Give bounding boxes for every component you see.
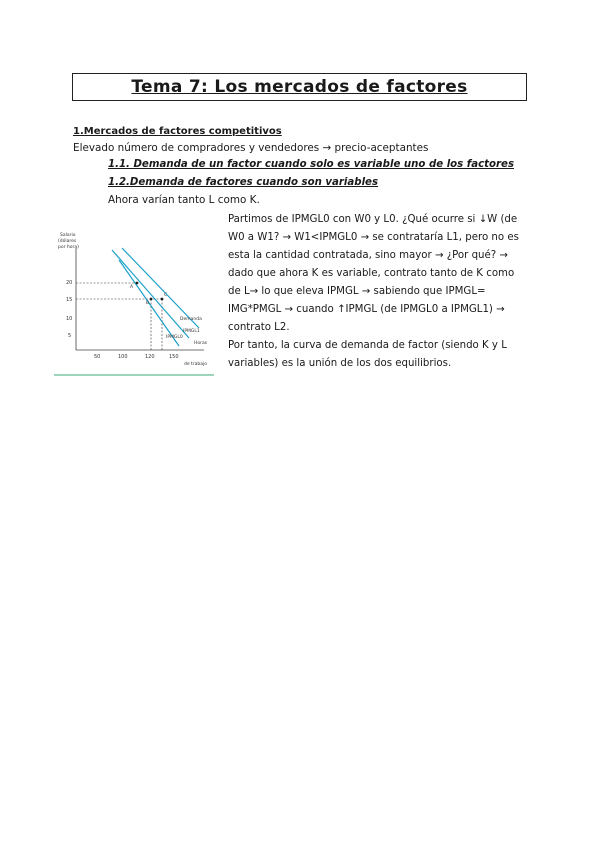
page-title: Tema 7: Los mercados de factores [131, 77, 468, 97]
demand-chart-svg [54, 228, 214, 378]
section-1-1-heading: 1.1. Demanda de un factor cuando solo es variable uno de los factores [108, 159, 515, 170]
explanation-text [228, 211, 528, 373]
section-1-heading: 1.Mercados de factores competitivos [73, 126, 282, 137]
title-box [72, 73, 527, 101]
x-axis-label-line-2: de trabajo [184, 362, 208, 367]
y-tick-5: 5 [68, 333, 72, 339]
point-c [161, 298, 164, 301]
paragraph-1: Partimos de IPMGL0 con W0 y L0. ¿Qué ocurre si ↓W (de W0 a W1? → W1<IPMGL0 → se contrataría L1, pero no es esta la cantidad contratada, sino mayor → ¿Por qué? → dado que ahora K es variable, contrato tanto de K como de L→ lo que eleva IPMGL → sabiendo que IPMGL= IMG*PMGL → cuando ↑IPMGL (de IPMGL0 a IPMGL1) → contrato L2. [228, 214, 519, 333]
y-axis-label-line-3: por hora) [58, 245, 79, 250]
point-label-a: A [130, 285, 134, 290]
point-b [150, 298, 153, 301]
x-tick-50: 50 [94, 354, 101, 360]
section-1-2-heading: 1.2.Demanda de factores cuando son variables [108, 177, 379, 188]
section-1-2-intro: Ahora varían tanto L como K. [108, 194, 260, 206]
section-1-text: Elevado número de compradores y vendedores → precio-aceptantes [73, 142, 429, 154]
y-axis-label-line-2: (dólares [58, 239, 77, 244]
point-a [136, 282, 139, 285]
x-axis-label [184, 340, 209, 367]
point-label-b: B [146, 301, 150, 306]
curve-ipmgl0 [112, 250, 189, 338]
y-tick-20: 20 [66, 280, 73, 286]
x-axis-label-line-1: Horas [194, 341, 208, 346]
point-label-c: C [164, 293, 168, 298]
curve-ipmgl1 [122, 248, 199, 328]
y-tick-15: 15 [66, 297, 73, 303]
y-axis-label [58, 232, 79, 250]
series-label-demand: Demanda [180, 317, 202, 322]
x-tick-100: 100 [118, 354, 128, 360]
series-label-ipmgl1: IPMGL1 [183, 329, 200, 334]
y-axis-label-line-1: Salario [60, 233, 76, 238]
series-label-ipmgl0: IPMGL0 [166, 335, 183, 340]
y-tick-10: 10 [66, 316, 73, 322]
demand-chart [54, 228, 214, 378]
paragraph-2: Por tanto, la curva de demanda de factor (siendo K y L variables) es la unión de los dos equilibrios. [228, 340, 507, 369]
x-tick-150: 150 [169, 354, 179, 360]
x-tick-120: 120 [145, 354, 155, 360]
